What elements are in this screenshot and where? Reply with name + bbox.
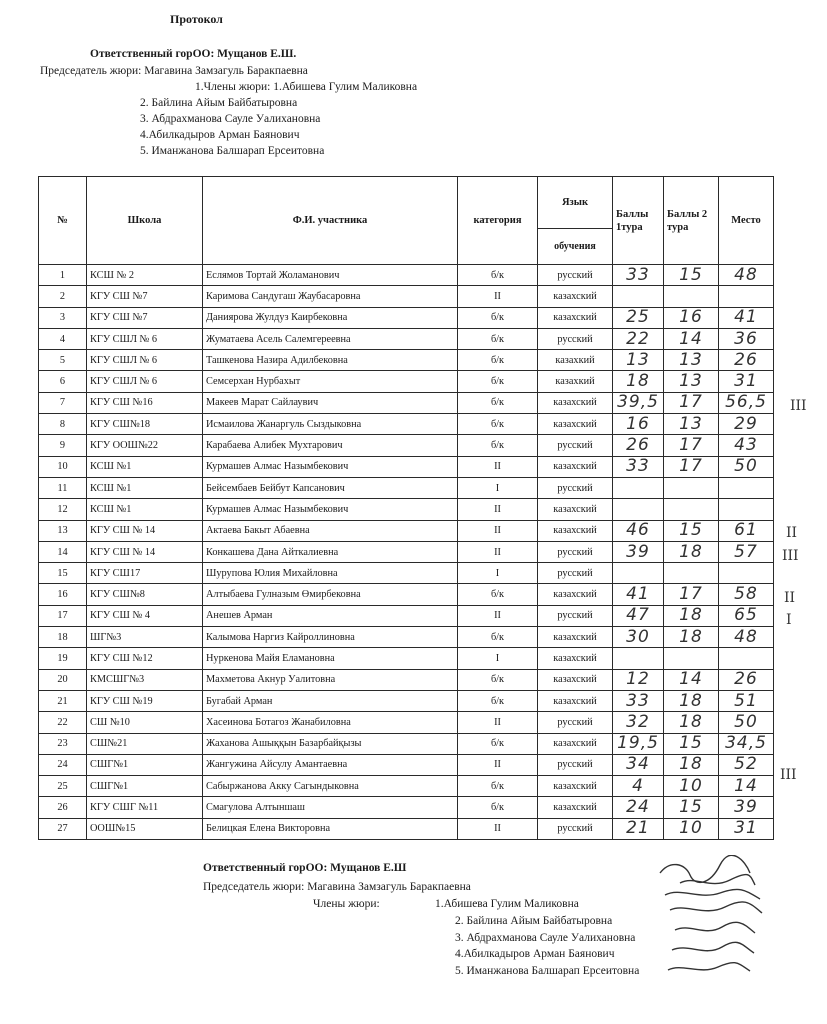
header-category: категория bbox=[458, 177, 538, 265]
row-number: 24 bbox=[39, 754, 87, 775]
row-school: КГУ СШ№8 bbox=[87, 584, 203, 605]
row-category: I bbox=[458, 477, 538, 498]
row-number: 18 bbox=[39, 627, 87, 648]
footer-chairman: Председатель жюри: Магавина Замзагуль Баракпаевна bbox=[203, 881, 471, 893]
row-school: КГУ СШ №12 bbox=[87, 648, 203, 669]
header-place: Место bbox=[719, 177, 774, 265]
row-place: 14 bbox=[719, 776, 774, 797]
row-score1: 13 bbox=[613, 350, 664, 371]
row-school: КГУ СШЛ № 6 bbox=[87, 350, 203, 371]
row-place bbox=[719, 286, 774, 307]
margin-mark-row13: II bbox=[786, 525, 798, 541]
jury-member-3: 3. Абдрахманова Сауле Уалихановна bbox=[140, 113, 321, 125]
row-number: 22 bbox=[39, 712, 87, 733]
row-place: 43 bbox=[719, 435, 774, 456]
row-score1: 24 bbox=[613, 797, 664, 818]
row-participant: Смагулова Алтыншаш bbox=[203, 797, 458, 818]
row-place: 48 bbox=[719, 265, 774, 286]
table-row bbox=[39, 414, 774, 435]
row-score2 bbox=[664, 648, 719, 669]
row-participant: Жангужина Айсулу Амантаевна bbox=[203, 754, 458, 775]
footer-responsible: Ответственный горОО: Мущанов Е.Ш bbox=[203, 862, 407, 874]
row-school: КГУ СШ №16 bbox=[87, 392, 203, 413]
row-category: I bbox=[458, 563, 538, 584]
row-language: казахский bbox=[538, 797, 613, 818]
row-score2: 15 bbox=[664, 733, 719, 754]
row-category: б/к bbox=[458, 307, 538, 328]
row-number: 20 bbox=[39, 669, 87, 690]
jury-chairman: Председатель жюри: Магавина Замзагуль Баракпаевна bbox=[40, 65, 308, 77]
margin-mark-row14: III bbox=[782, 548, 799, 564]
row-score2: 10 bbox=[664, 818, 719, 839]
row-participant: Анешев Арман bbox=[203, 605, 458, 626]
row-score2: 13 bbox=[664, 350, 719, 371]
row-language: казахский bbox=[538, 499, 613, 520]
row-place: 29 bbox=[719, 414, 774, 435]
row-score1: 25 bbox=[613, 307, 664, 328]
row-score1: 32 bbox=[613, 712, 664, 733]
row-score2: 10 bbox=[664, 776, 719, 797]
row-score2: 18 bbox=[664, 690, 719, 711]
row-participant: Даниярова Жулдуз Каирбековна bbox=[203, 307, 458, 328]
row-category: II bbox=[458, 818, 538, 839]
footer-members-label: Члены жюри: bbox=[313, 898, 380, 910]
row-category: II bbox=[458, 520, 538, 541]
row-category: б/к bbox=[458, 733, 538, 754]
row-number: 13 bbox=[39, 520, 87, 541]
row-participant: Конкашева Дана Айткалиевна bbox=[203, 541, 458, 562]
row-score1: 33 bbox=[613, 690, 664, 711]
table-row bbox=[39, 563, 774, 584]
row-place: 57 bbox=[719, 541, 774, 562]
row-school: КГУ СШ №7 bbox=[87, 286, 203, 307]
responsible-person: Ответственный горОО: Мущанов Е.Ш. bbox=[90, 48, 297, 60]
row-participant: Макеев Марат Сайлаувич bbox=[203, 392, 458, 413]
row-language: русский bbox=[538, 477, 613, 498]
row-number: 3 bbox=[39, 307, 87, 328]
row-participant: Калымова Наргиз Кайроллиновна bbox=[203, 627, 458, 648]
row-school: КГУ СШЛ № 6 bbox=[87, 371, 203, 392]
header-participant: Ф.И. участника bbox=[203, 177, 458, 265]
row-score1: 41 bbox=[613, 584, 664, 605]
row-place: 41 bbox=[719, 307, 774, 328]
row-score1 bbox=[613, 563, 664, 584]
table-row bbox=[39, 733, 774, 754]
row-score2: 18 bbox=[664, 541, 719, 562]
row-place: 50 bbox=[719, 456, 774, 477]
table-row bbox=[39, 328, 774, 349]
row-number: 8 bbox=[39, 414, 87, 435]
table-row bbox=[39, 669, 774, 690]
row-score2: 18 bbox=[664, 712, 719, 733]
header-score1: Баллы 1тура bbox=[613, 177, 664, 265]
row-score1: 18 bbox=[613, 371, 664, 392]
row-language: русский bbox=[538, 754, 613, 775]
row-participant: Еслямов Тортай Жоламанович bbox=[203, 265, 458, 286]
row-number: 1 bbox=[39, 265, 87, 286]
row-place: 56,5 bbox=[719, 392, 774, 413]
row-score2: 16 bbox=[664, 307, 719, 328]
table-row bbox=[39, 435, 774, 456]
row-school: КГУ СШЛ № 6 bbox=[87, 328, 203, 349]
row-place: 52 bbox=[719, 754, 774, 775]
row-category: б/к bbox=[458, 371, 538, 392]
row-school: КСШ № 2 bbox=[87, 265, 203, 286]
row-score1: 33 bbox=[613, 265, 664, 286]
row-category: II bbox=[458, 712, 538, 733]
row-participant: Бугабай Арман bbox=[203, 690, 458, 711]
row-school: ООШ№15 bbox=[87, 818, 203, 839]
row-score2: 17 bbox=[664, 435, 719, 456]
row-category: б/к bbox=[458, 350, 538, 371]
header-school: Школа bbox=[87, 177, 203, 265]
row-language: русский bbox=[538, 712, 613, 733]
header-score2: Баллы 2 тура bbox=[664, 177, 719, 265]
row-place bbox=[719, 477, 774, 498]
row-number: 21 bbox=[39, 690, 87, 711]
row-place: 36 bbox=[719, 328, 774, 349]
margin-mark-row24: III bbox=[780, 767, 797, 783]
row-category: б/к bbox=[458, 690, 538, 711]
row-number: 6 bbox=[39, 371, 87, 392]
row-participant: Курмашев Алмас Назымбекович bbox=[203, 499, 458, 520]
row-school: КСШ №1 bbox=[87, 499, 203, 520]
row-participant: Сабыржанова Акку Сагындыковна bbox=[203, 776, 458, 797]
row-number: 11 bbox=[39, 477, 87, 498]
row-number: 2 bbox=[39, 286, 87, 307]
row-number: 17 bbox=[39, 605, 87, 626]
row-category: б/к bbox=[458, 265, 538, 286]
row-participant: Жуматаева Асель Салемгереевна bbox=[203, 328, 458, 349]
row-school: ШГ№3 bbox=[87, 627, 203, 648]
row-place: 51 bbox=[719, 690, 774, 711]
table-row bbox=[39, 477, 774, 498]
row-category: б/к bbox=[458, 669, 538, 690]
row-score1: 21 bbox=[613, 818, 664, 839]
header-num: № bbox=[39, 177, 87, 265]
row-score2: 18 bbox=[664, 605, 719, 626]
row-school: КСШ №1 bbox=[87, 477, 203, 498]
row-place: 61 bbox=[719, 520, 774, 541]
table-row bbox=[39, 712, 774, 733]
row-category: II bbox=[458, 754, 538, 775]
row-score2: 15 bbox=[664, 265, 719, 286]
table-row bbox=[39, 797, 774, 818]
table-row bbox=[39, 648, 774, 669]
row-place: 39 bbox=[719, 797, 774, 818]
row-language: казахский bbox=[538, 584, 613, 605]
row-language: казахкий bbox=[538, 350, 613, 371]
row-number: 16 bbox=[39, 584, 87, 605]
jury-member-4: 4.Абилкадыров Арман Баянович bbox=[140, 129, 300, 141]
table-row bbox=[39, 754, 774, 775]
row-number: 27 bbox=[39, 818, 87, 839]
row-language: русский bbox=[538, 541, 613, 562]
row-score1: 19,5 bbox=[613, 733, 664, 754]
row-score1: 26 bbox=[613, 435, 664, 456]
table-row bbox=[39, 307, 774, 328]
table-row bbox=[39, 499, 774, 520]
row-participant: Бейсембаев Бейбут Капсанович bbox=[203, 477, 458, 498]
row-number: 5 bbox=[39, 350, 87, 371]
row-place bbox=[719, 563, 774, 584]
row-school: КГУ СШГ №11 bbox=[87, 797, 203, 818]
row-language: казахский bbox=[538, 627, 613, 648]
row-number: 25 bbox=[39, 776, 87, 797]
row-place: 48 bbox=[719, 627, 774, 648]
row-score2: 17 bbox=[664, 584, 719, 605]
row-place: 34,5 bbox=[719, 733, 774, 754]
row-category: II bbox=[458, 541, 538, 562]
row-category: б/к bbox=[458, 414, 538, 435]
row-number: 15 bbox=[39, 563, 87, 584]
row-participant: Исмаилова Жанаргуль Сыздыковна bbox=[203, 414, 458, 435]
row-language: казахский bbox=[538, 392, 613, 413]
row-school: КГУ СШ17 bbox=[87, 563, 203, 584]
row-language: казахский bbox=[538, 648, 613, 669]
row-participant: Курмашев Алмас Назымбекович bbox=[203, 456, 458, 477]
row-participant: Жаханова Ашыққын Базарбайқызы bbox=[203, 733, 458, 754]
row-school: СШ №10 bbox=[87, 712, 203, 733]
row-language: казахский bbox=[538, 456, 613, 477]
row-number: 19 bbox=[39, 648, 87, 669]
row-score2: 15 bbox=[664, 797, 719, 818]
row-language: казахский bbox=[538, 669, 613, 690]
row-category: II bbox=[458, 499, 538, 520]
row-participant: Хасеинова Ботагоз Жанабиловна bbox=[203, 712, 458, 733]
row-score2: 17 bbox=[664, 392, 719, 413]
table-row bbox=[39, 627, 774, 648]
row-place: 26 bbox=[719, 669, 774, 690]
row-participant: Белицкая Елена Викторовна bbox=[203, 818, 458, 839]
footer-member-4: 4.Абилкадыров Арман Баянович bbox=[455, 948, 615, 960]
footer-member-2: 2. Байлина Айым Байбатыровна bbox=[455, 915, 613, 927]
row-category: б/к bbox=[458, 584, 538, 605]
row-school: КГУ СШ № 14 bbox=[87, 541, 203, 562]
row-school: КГУ ООШ№22 bbox=[87, 435, 203, 456]
row-language: русский bbox=[538, 818, 613, 839]
row-participant: Каримова Сандугаш Жаубасаровна bbox=[203, 286, 458, 307]
table-row bbox=[39, 605, 774, 626]
table-row bbox=[39, 286, 774, 307]
row-number: 7 bbox=[39, 392, 87, 413]
row-number: 9 bbox=[39, 435, 87, 456]
row-place: 58 bbox=[719, 584, 774, 605]
row-language: казахский bbox=[538, 286, 613, 307]
row-score1: 46 bbox=[613, 520, 664, 541]
row-school: СШГ№1 bbox=[87, 754, 203, 775]
margin-mark-row16: II bbox=[784, 590, 796, 606]
row-number: 4 bbox=[39, 328, 87, 349]
row-score1 bbox=[613, 499, 664, 520]
row-participant: Актаева Бакыт Абаевна bbox=[203, 520, 458, 541]
row-score1 bbox=[613, 286, 664, 307]
row-score2: 14 bbox=[664, 669, 719, 690]
row-score1: 30 bbox=[613, 627, 664, 648]
footer-member-1: 1.Абишева Гулим Маликовна bbox=[435, 898, 579, 910]
row-score1: 33 bbox=[613, 456, 664, 477]
signatures-image bbox=[650, 855, 775, 980]
header-language-bottom: обучения bbox=[538, 229, 613, 265]
table-row bbox=[39, 776, 774, 797]
table-row bbox=[39, 350, 774, 371]
row-school: КГУ СШ№18 bbox=[87, 414, 203, 435]
margin-mark-row7: III bbox=[790, 398, 807, 414]
row-score2 bbox=[664, 477, 719, 498]
row-score1: 16 bbox=[613, 414, 664, 435]
row-category: б/к bbox=[458, 776, 538, 797]
row-score2 bbox=[664, 286, 719, 307]
row-score2: 13 bbox=[664, 371, 719, 392]
row-language: казахский bbox=[538, 520, 613, 541]
row-school: КГУ СШ № 4 bbox=[87, 605, 203, 626]
row-score1: 34 bbox=[613, 754, 664, 775]
row-score1: 12 bbox=[613, 669, 664, 690]
row-score2: 15 bbox=[664, 520, 719, 541]
row-school: КГУ СШ №19 bbox=[87, 690, 203, 711]
row-place bbox=[719, 648, 774, 669]
footer-member-3: 3. Абдрахманова Сауле Уалихановна bbox=[455, 932, 636, 944]
row-place bbox=[719, 499, 774, 520]
row-place: 65 bbox=[719, 605, 774, 626]
row-score1: 22 bbox=[613, 328, 664, 349]
row-category: I bbox=[458, 648, 538, 669]
row-participant: Семсерхан Нурбахыт bbox=[203, 371, 458, 392]
jury-member-2: 2. Байлина Айым Байбатыровна bbox=[140, 97, 298, 109]
row-place: 26 bbox=[719, 350, 774, 371]
row-language: казахский bbox=[538, 733, 613, 754]
row-place: 31 bbox=[719, 818, 774, 839]
row-category: б/к bbox=[458, 392, 538, 413]
row-number: 10 bbox=[39, 456, 87, 477]
row-language: русский bbox=[538, 435, 613, 456]
row-place: 31 bbox=[719, 371, 774, 392]
row-language: русский bbox=[538, 563, 613, 584]
row-language: русский bbox=[538, 265, 613, 286]
row-category: II bbox=[458, 605, 538, 626]
results-table bbox=[38, 176, 774, 840]
row-score2: 14 bbox=[664, 328, 719, 349]
row-number: 14 bbox=[39, 541, 87, 562]
row-school: КСШ №1 bbox=[87, 456, 203, 477]
table-row bbox=[39, 690, 774, 711]
header-language-top: Язык bbox=[538, 177, 613, 229]
jury-member-5: 5. Иманжанова Балшарап Ерсеитовна bbox=[140, 145, 325, 157]
row-participant: Карабаева Алибек Мухтарович bbox=[203, 435, 458, 456]
row-category: II bbox=[458, 286, 538, 307]
row-school: СШ№21 bbox=[87, 733, 203, 754]
jury-member-1: 1.Члены жюри: 1.Абишева Гулим Маликовна bbox=[195, 81, 418, 93]
table-row bbox=[39, 371, 774, 392]
margin-mark-row17: I bbox=[786, 612, 792, 628]
row-language: казахский bbox=[538, 414, 613, 435]
row-school: КГУ СШ № 14 bbox=[87, 520, 203, 541]
row-number: 23 bbox=[39, 733, 87, 754]
row-participant: Шурупова Юлия Михайловна bbox=[203, 563, 458, 584]
table-row bbox=[39, 584, 774, 605]
row-score2: 13 bbox=[664, 414, 719, 435]
row-language: казахкий bbox=[538, 371, 613, 392]
row-category: б/к bbox=[458, 627, 538, 648]
row-participant: Алтыбаева Гулназым Өмирбековна bbox=[203, 584, 458, 605]
row-score1: 39 bbox=[613, 541, 664, 562]
row-score1: 47 bbox=[613, 605, 664, 626]
table-row bbox=[39, 541, 774, 562]
footer-member-5: 5. Иманжанова Балшарап Ерсеитовна bbox=[455, 965, 640, 977]
row-participant: Махметова Акнур Уалитовна bbox=[203, 669, 458, 690]
row-score1 bbox=[613, 648, 664, 669]
row-school: КМСШГ№3 bbox=[87, 669, 203, 690]
row-score2: 17 bbox=[664, 456, 719, 477]
row-score2: 18 bbox=[664, 754, 719, 775]
row-score1 bbox=[613, 477, 664, 498]
row-participant: Нуркенова Майя Еламановна bbox=[203, 648, 458, 669]
row-school: СШГ№1 bbox=[87, 776, 203, 797]
row-category: II bbox=[458, 456, 538, 477]
table-row bbox=[39, 520, 774, 541]
row-score2 bbox=[664, 563, 719, 584]
row-participant: Ташкенова Назира Адилбековна bbox=[203, 350, 458, 371]
row-number: 12 bbox=[39, 499, 87, 520]
document-title: Протокол bbox=[170, 12, 223, 26]
table-row bbox=[39, 456, 774, 477]
row-language: казахский bbox=[538, 307, 613, 328]
row-score2 bbox=[664, 499, 719, 520]
table-row bbox=[39, 818, 774, 839]
row-language: русский bbox=[538, 328, 613, 349]
row-place: 50 bbox=[719, 712, 774, 733]
row-language: казахский bbox=[538, 690, 613, 711]
row-score1: 39,5 bbox=[613, 392, 664, 413]
table-row bbox=[39, 392, 774, 413]
row-school: КГУ СШ №7 bbox=[87, 307, 203, 328]
row-category: б/к bbox=[458, 435, 538, 456]
row-score1: 4 bbox=[613, 776, 664, 797]
row-category: б/к bbox=[458, 328, 538, 349]
row-language: казахский bbox=[538, 776, 613, 797]
row-language: русский bbox=[538, 605, 613, 626]
row-number: 26 bbox=[39, 797, 87, 818]
row-category: б/к bbox=[458, 797, 538, 818]
row-score2: 18 bbox=[664, 627, 719, 648]
table-row bbox=[39, 265, 774, 286]
